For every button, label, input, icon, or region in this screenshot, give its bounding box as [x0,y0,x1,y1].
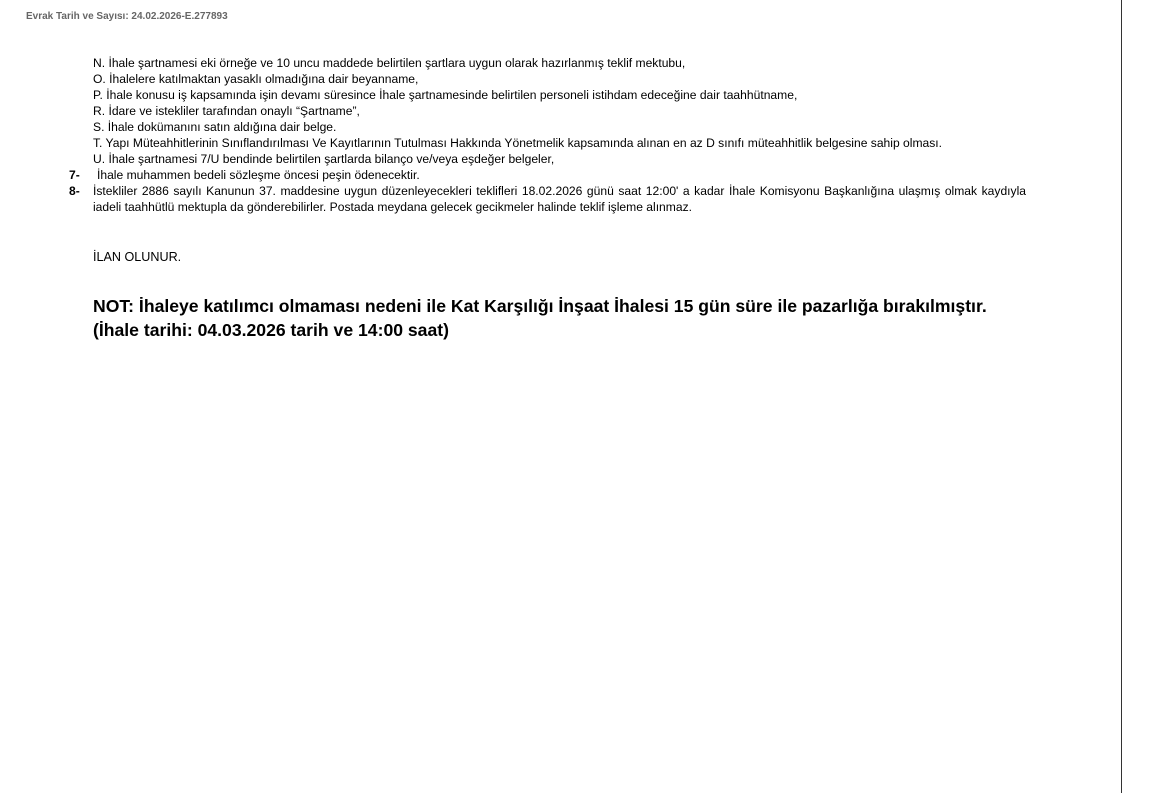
note-line-1: NOT: İhaleye katılımcı olmaması nedeni ile Kat Karşılığı İnşaat İhalesi 15 gün süre ile pazarlığa bırakılmıştır. [93,296,987,316]
note-block [93,294,1033,342]
note-line-2: (İhale tarihi: 04.03.2026 tarih ve 14:00 saat) [93,320,449,340]
requirement-item-u: U. İhale şartnamesi 7/U bendinde belirtilen şartlarda bilanço ve/veya eşdeğer belgeler, [93,152,555,166]
article-7-number: 7- [69,168,80,182]
page-edge-line [1121,0,1122,793]
article-7-text: İhale muhammen bedeli sözleşme öncesi peşin ödenecektir. [97,168,420,182]
requirement-item-s: S. İhale dokümanını satın aldığına dair belge. [93,120,337,134]
article-8-number: 8- [69,184,80,198]
closing-announcement: İLAN OLUNUR. [93,250,182,264]
requirement-item-o: O. İhalelere katılmaktan yasaklı olmadığına dair beyanname, [93,72,419,86]
article-8 [69,183,1033,215]
document-body [69,55,1033,342]
requirement-item-t: T. Yapı Müteahhitlerinin Sınıflandırılması Ve Kayıtlarının Tutulması Hakkında Yönetmelik kapsamında alınan en az D sınıfı müteahhitlik belgesine sahip olması. [93,136,943,150]
document-reference-header: Evrak Tarih ve Sayısı: 24.02.2026-E.277893 [26,11,228,22]
requirement-item-p: P. İhale konusu iş kapsamında işin devamı süresince İhale şartnamesinde belirtilen personeli istihdam edeceğine dair taahhütname, [93,88,798,102]
requirement-item-r: R. İdare ve istekliler tarafından onaylı “Şartname”, [93,104,360,118]
requirement-item-n: N. İhale şartnamesi eki örneğe ve 10 uncu maddede belirtilen şartlara uygun olarak hazırlanmış teklif mektubu, [93,56,686,70]
article-8-text: İstekliler 2886 sayılı Kanunun 37. maddesine uygun düzenleyecekleri teklifleri 18.02.2026 günü saat 12:00' a kadar İhale Komisyonu Başkanlığına ulaşmış olmak kaydıyla iadeli taahhütlü mektupla da gönderebilirler. Postada meydana gelecek gecikmeler halinde teklif işleme alınmaz. [93,184,1026,214]
article-7 [69,167,1033,183]
